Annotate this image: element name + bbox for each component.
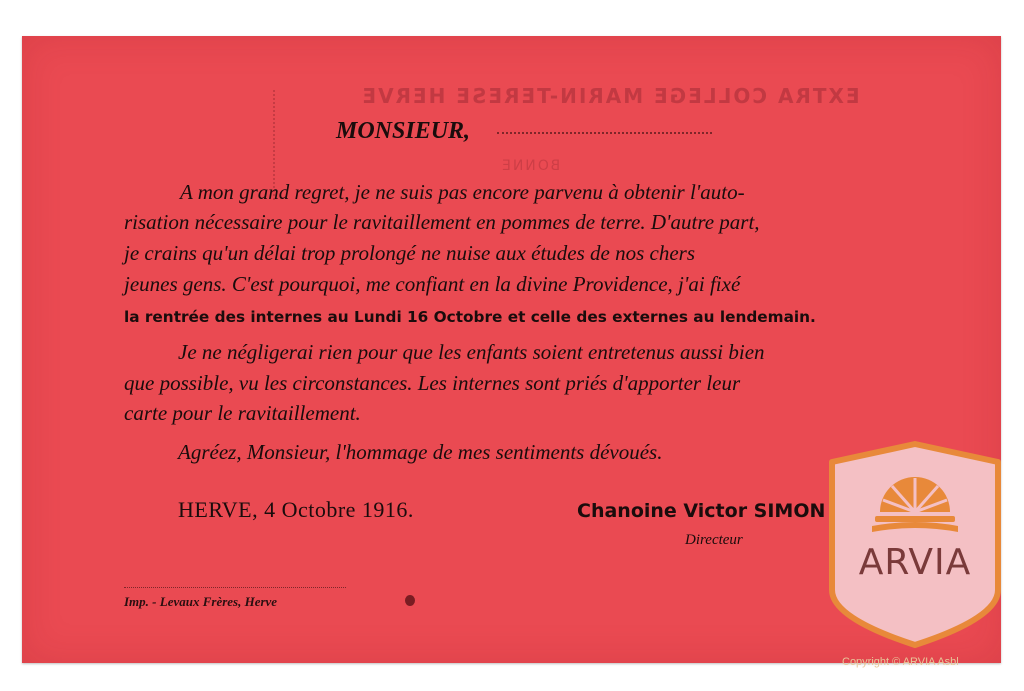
ink-blot — [405, 595, 415, 606]
salutation-dotted-line — [497, 132, 712, 134]
letter-line-1: A mon grand regret, je ne suis pas encore parvenu à obtenir l'auto- — [180, 180, 745, 204]
printer-dotted-rule — [124, 587, 346, 588]
letter-line-4: jeunes gens. C'est pourquoi, me confiant en la divine Providence, j'ai fixé — [124, 272, 741, 296]
signature-title: Directeur — [685, 532, 743, 548]
letter-line-5-bold: la rentrée des internes au Lundi 16 Octobre et celle des externes au lendemain. — [124, 308, 816, 326]
signature-name: Chanoine Victor SIMON — [577, 500, 826, 522]
arvia-logo-text: ARVIA — [858, 542, 972, 583]
mirrored-stamp-subtext: BONNE — [500, 158, 561, 174]
letter-line-6: Je ne négligerai rien pour que les enfants soient entretenus aussi bien — [178, 340, 765, 364]
letter-line-2: risation nécessaire pour le ravitaillement en pommes de terre. D'autre part, — [124, 210, 760, 234]
place-and-date: HERVE, 4 Octobre 1916. — [178, 497, 414, 522]
mirrored-stamp-text: EXTRA COLLEGE MARIN-TERESE HERVE — [360, 84, 860, 108]
letter-line-3: je crains qu'un délai trop prolongé ne nuise aux études de nos chers — [124, 241, 696, 265]
closing-line: Agréez, Monsieur, l'hommage de mes sentiments dévoués. — [178, 440, 663, 464]
salutation: MONSIEUR, — [336, 118, 471, 144]
copyright-notice: Copyright © ARVIA Asbl — [842, 656, 959, 668]
printer-imprint: Imp. - Levaux Frères, Herve — [124, 594, 278, 609]
letter-line-7: que possible, vu les circonstances. Les internes sont priés d'apporter leur — [124, 371, 741, 395]
letter-line-8: carte pour le ravitaillement. — [124, 401, 361, 425]
